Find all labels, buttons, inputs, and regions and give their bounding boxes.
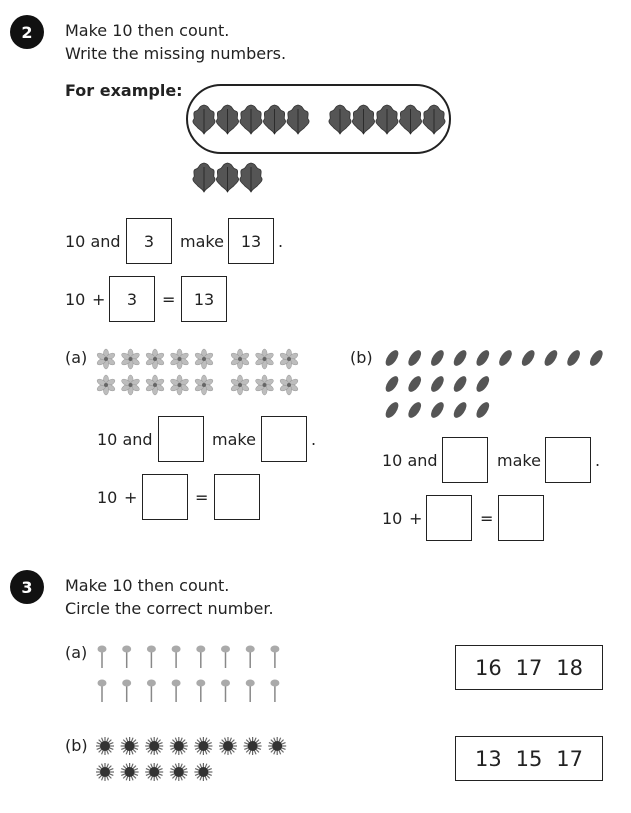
sun: [145, 763, 163, 781]
part-a-equation-ten: 10: [97, 488, 118, 507]
oak-leaf: [399, 105, 421, 134]
stem-flower: [172, 680, 181, 703]
leaf: [383, 348, 401, 368]
oak-leaf: [216, 105, 238, 134]
part-b-label: (b): [350, 348, 373, 367]
q3-part-a-flowers-group: [98, 646, 280, 703]
q3-part-a-options-box: [455, 645, 603, 690]
part-b-period: .: [595, 451, 601, 470]
q3-part-a-flowers-picture: [92, 642, 292, 707]
flower: [255, 375, 275, 395]
part-a-equation-addend-box[interactable]: [142, 474, 188, 520]
leaf: [519, 348, 537, 368]
option-17[interactable]: 17: [556, 746, 583, 771]
instruction-line-2: Circle the correct number.: [65, 599, 274, 618]
flower: [96, 349, 116, 369]
part-a-and-answer-box[interactable]: [158, 416, 204, 462]
stem-flower: [196, 646, 205, 669]
leaf: [429, 348, 447, 368]
sun: [244, 737, 262, 755]
part-b-leaves-picture: [382, 346, 602, 421]
oak-leaf: [329, 105, 351, 134]
instruction-line-1: Make 10 then count.: [65, 21, 230, 40]
part-a-equation-plus: +: [124, 488, 138, 507]
part-a-make-text: make: [212, 430, 256, 449]
stem-flower: [270, 646, 279, 669]
oak-leaf: [352, 105, 374, 134]
sun: [194, 763, 212, 781]
part-a-label: (a): [65, 348, 88, 367]
leaf: [451, 348, 469, 368]
flower: [230, 349, 250, 369]
example-make-answer-box: 13: [228, 218, 274, 264]
stem-flower: [221, 680, 230, 703]
stem-flower: [122, 680, 131, 703]
oak-leaf: [263, 105, 285, 134]
example-equation-plus: +: [92, 290, 106, 309]
leaf: [406, 374, 424, 394]
part-b-equation-addend-box[interactable]: [426, 495, 472, 541]
flower: [170, 375, 190, 395]
flower: [255, 349, 275, 369]
leaf: [474, 374, 492, 394]
part-b-make-text: make: [497, 451, 541, 470]
leaf: [497, 348, 515, 368]
flower: [279, 349, 299, 369]
flower: [230, 375, 250, 395]
q3-part-b-suns-picture: [95, 734, 295, 784]
sun: [96, 737, 114, 755]
leaf: [565, 348, 583, 368]
part-a-make-answer-box[interactable]: [261, 416, 307, 462]
stem-flower: [122, 646, 131, 669]
example-label: For example:: [65, 81, 183, 100]
example-and-answer-box: 3: [126, 218, 172, 264]
leaf: [406, 348, 424, 368]
part-b-label: (b): [65, 736, 88, 755]
leaf: [587, 348, 605, 368]
example-equation-result-box: 13: [181, 276, 227, 322]
leaf: [383, 374, 401, 394]
flower: [279, 375, 299, 395]
part-b-and-answer-box[interactable]: [442, 437, 488, 483]
flower: [145, 375, 165, 395]
stem-flower: [147, 680, 156, 703]
leaf: [542, 348, 560, 368]
sun: [170, 737, 188, 755]
leaf: [429, 374, 447, 394]
oak-leaf: [193, 163, 215, 192]
sun: [121, 737, 139, 755]
option-15[interactable]: 15: [515, 746, 543, 771]
example-make-text: make: [180, 232, 224, 251]
part-a-period: .: [311, 430, 317, 449]
instruction-line-1: Make 10 then count.: [65, 576, 230, 595]
option-16[interactable]: 16: [474, 655, 502, 680]
oak-leaf: [216, 163, 238, 192]
leaf: [474, 400, 492, 420]
option-13[interactable]: 13: [474, 746, 502, 771]
example-period: .: [278, 232, 284, 251]
example-and-text: 10 and: [65, 232, 121, 251]
leaf: [383, 400, 401, 420]
flower: [121, 349, 141, 369]
oak-leaf: [240, 105, 262, 134]
part-b-equation-equals: =: [480, 509, 494, 528]
oak-leaf: [193, 105, 215, 134]
stem-flower: [172, 646, 181, 669]
sun: [170, 763, 188, 781]
q3-part-b-options-box: [455, 736, 603, 781]
stem-flower: [246, 646, 255, 669]
leaf: [451, 374, 469, 394]
question-number-badge: 3: [10, 570, 44, 604]
stem-flower: [98, 680, 107, 703]
flower: [121, 375, 141, 395]
oak-leaf: [287, 105, 309, 134]
example-equation-equals: =: [162, 290, 176, 309]
sun: [194, 737, 212, 755]
stem-flower: [98, 646, 107, 669]
flower: [145, 349, 165, 369]
sun: [145, 737, 163, 755]
oak-leaf: [240, 163, 262, 192]
oak-leaf: [423, 105, 445, 134]
leaf: [429, 400, 447, 420]
example-leaves-group: [193, 105, 445, 192]
option-17[interactable]: 17: [515, 655, 543, 680]
flower: [194, 375, 214, 395]
stem-flower: [147, 646, 156, 669]
part-a-flowers-group: [96, 349, 299, 395]
part-b-equation-plus: +: [409, 509, 423, 528]
question-number-badge: 2: [10, 15, 44, 49]
leaf: [406, 400, 424, 420]
instruction-line-2: Write the missing numbers.: [65, 44, 287, 63]
flower: [170, 349, 190, 369]
part-a-equation-equals: =: [195, 488, 209, 507]
leaf: [451, 400, 469, 420]
part-b-and-text: 10 and: [382, 451, 438, 470]
sun: [219, 737, 237, 755]
flower: [96, 375, 116, 395]
part-a-flowers-picture: [95, 347, 315, 397]
leaf: [474, 348, 492, 368]
sun: [121, 763, 139, 781]
example-equation-addend-box: 3: [109, 276, 155, 322]
part-b-equation-result-box[interactable]: [498, 495, 544, 541]
stem-flower: [196, 680, 205, 703]
stem-flower: [270, 680, 279, 703]
q3-part-b-suns-group: [96, 737, 286, 781]
part-b-equation-ten: 10: [382, 509, 403, 528]
part-a-and-text: 10 and: [97, 430, 153, 449]
example-leaves-picture: [180, 80, 460, 200]
stem-flower: [246, 680, 255, 703]
option-18[interactable]: 18: [556, 655, 583, 680]
example-equation-ten: 10: [65, 290, 86, 309]
flower: [194, 349, 214, 369]
sun: [96, 763, 114, 781]
part-a-equation-result-box[interactable]: [214, 474, 260, 520]
part-b-leaves-group: [383, 348, 605, 420]
oak-leaf: [376, 105, 398, 134]
part-b-make-answer-box[interactable]: [545, 437, 591, 483]
part-a-label: (a): [65, 643, 88, 662]
sun: [268, 737, 286, 755]
stem-flower: [221, 646, 230, 669]
